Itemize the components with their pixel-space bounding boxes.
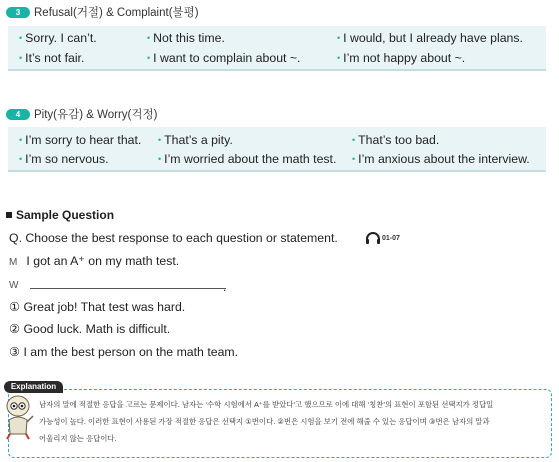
expression-item: • I’m anxious about the interview. bbox=[352, 152, 530, 166]
explanation-line: 남자의 말에 적절한 응답을 고르는 문제이다. 남자는 ‘수학 시험에서 A⁺를 받았다’고 했으므로 이에 대해 ‘칭찬’의 표현이 포함된 선택지가 정답일 bbox=[39, 400, 494, 409]
answer-blank[interactable] bbox=[30, 288, 226, 289]
track-number: 01-07 bbox=[382, 234, 400, 242]
bullet-icon: • bbox=[19, 154, 23, 164]
explanation-line: 어울리지 않는 응답이다. bbox=[39, 434, 117, 443]
bullet-icon: • bbox=[147, 33, 151, 43]
bullet-icon: • bbox=[337, 33, 341, 43]
expression-item: • That’s too bad. bbox=[352, 133, 440, 147]
bullet-icon: • bbox=[352, 154, 356, 164]
expression-item: • Not this time. bbox=[147, 31, 225, 45]
square-bullet-icon bbox=[6, 212, 12, 218]
expression-item: • I’m worried about the math test. bbox=[158, 152, 337, 166]
bullet-icon: • bbox=[19, 135, 23, 145]
expression-item: • I want to complain about ~. bbox=[147, 51, 301, 65]
explanation-label: Explanation bbox=[4, 381, 63, 393]
expression-item: • Sorry. I can’t. bbox=[19, 31, 97, 45]
expression-item: • I’m sorry to hear that. bbox=[19, 133, 142, 147]
explanation-line: 가능성이 높다. 이러한 표현이 사용된 가장 적절한 응답은 선택지 ①번이다. ②번은 시험을 보기 전에 해줄 수 있는 응답이며 ③번은 남자의 말과 bbox=[39, 417, 490, 426]
bullet-icon: • bbox=[19, 33, 23, 43]
dialogue-line-w bbox=[9, 277, 23, 291]
expression-item: • It’s not fair. bbox=[19, 51, 85, 65]
answer-blank-period: . bbox=[223, 280, 227, 294]
bullet-icon: • bbox=[352, 135, 356, 145]
section-title: Refusal(거절) & Complaint(불평) bbox=[34, 7, 199, 19]
sample-question-heading: Sample Question bbox=[6, 208, 114, 222]
headphones-icon bbox=[365, 232, 381, 244]
mascot-icon bbox=[2, 392, 36, 440]
section-4-header bbox=[6, 106, 157, 122]
explanation-text bbox=[39, 396, 551, 447]
bullet-icon: • bbox=[158, 154, 162, 164]
speaker-label: M bbox=[9, 257, 18, 268]
bullet-icon: • bbox=[19, 53, 23, 63]
bullet-icon: • bbox=[337, 53, 341, 63]
expression-item: • That’s a pity. bbox=[158, 133, 233, 147]
answer-option[interactable]: ③ I am the best person on the math team. bbox=[9, 345, 239, 359]
dialogue-line-m bbox=[9, 254, 179, 268]
section-number-badge: 3 bbox=[6, 7, 30, 18]
expression-item: • I’m not happy about ~. bbox=[337, 51, 466, 65]
dialogue-text: I got an A⁺ on my math test. bbox=[26, 254, 180, 268]
audio-track[interactable] bbox=[365, 232, 400, 244]
bullet-icon: • bbox=[158, 135, 162, 145]
question-prompt: Q. Choose the best response to each question or statement. bbox=[9, 231, 338, 245]
section-number-badge: 4 bbox=[6, 109, 30, 120]
section-3-header bbox=[6, 4, 199, 20]
answer-option[interactable]: ① Great job! That test was hard. bbox=[9, 300, 186, 314]
bullet-icon: • bbox=[147, 53, 151, 63]
answer-option[interactable]: ② Good luck. Math is difficult. bbox=[9, 322, 171, 336]
expression-item: • I’m so nervous. bbox=[19, 152, 109, 166]
expression-item: • I would, but I already have plans. bbox=[337, 31, 523, 45]
section-title: Pity(유감) & Worry(걱정) bbox=[34, 109, 158, 121]
speaker-label: W bbox=[9, 280, 19, 291]
